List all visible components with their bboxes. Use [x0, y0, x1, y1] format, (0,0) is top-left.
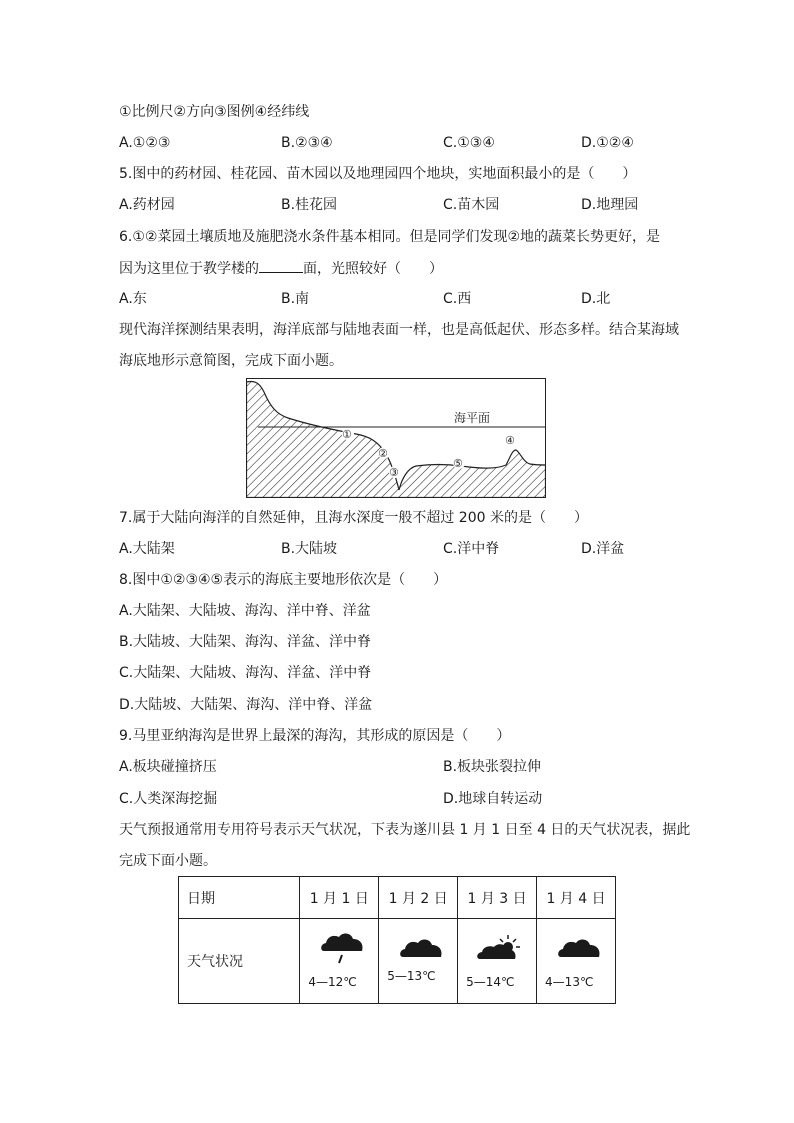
q9-stem: 9.马里亚纳海沟是世界上最深的海沟，其形成的原因是（ ） [119, 728, 511, 744]
q6-stem-after-blank: 面，光照较好（ ） [303, 261, 443, 277]
marker-1: ① [342, 428, 352, 441]
weather-table-condition-row [179, 919, 616, 1004]
ocean-intro-line2: 海底地形示意简图，完成下面小题。 [119, 353, 343, 369]
weather-cell-1 [300, 919, 379, 1004]
cloud-icon [397, 929, 445, 969]
q6-stem-before-blank: 因为这里位于教学楼的 [119, 261, 259, 277]
q5-option-c: C.苗木园 [443, 197, 500, 213]
ocean-intro-line1: 现代海洋探测结果表明，海洋底部与陆地表面一样，也是高低起伏、形态多样。结合某海域 [119, 322, 679, 338]
q7-option-c: C.洋中脊 [443, 541, 500, 557]
q6-option-a: A.东 [119, 291, 147, 307]
seafloor-profile-diagram [246, 378, 546, 498]
date-cell-2: 1 月 2 日 [379, 877, 458, 919]
q6-option-c: C.西 [443, 291, 472, 307]
weather-intro-line1: 天气预报通常用专用符号表示天气状况，下表为遂川县 1 月 1 日至 4 日的天气状况表，据此 [119, 822, 691, 838]
q5-option-d: D.地理园 [581, 197, 639, 213]
weather-cell-4 [537, 919, 616, 1004]
marker-3: ③ [389, 466, 399, 479]
q6-option-d: D.北 [581, 291, 611, 307]
q9-option-a: A.板块碰撞挤压 [119, 759, 217, 775]
weather-table [178, 876, 616, 1004]
q9-option-b: B.板块张裂拉伸 [443, 759, 542, 775]
q7-option-b: B.大陆坡 [281, 541, 338, 557]
sea-level-label: 海平面 [454, 411, 491, 425]
q8-option-c: C.大陆架、大陆坡、海沟、洋盆、洋中脊 [119, 665, 372, 681]
date-cell-4: 1 月 4 日 [537, 877, 616, 919]
q4-option-d: D.①②④ [581, 135, 634, 151]
date-header-cell: 日期 [179, 877, 300, 919]
weather-table-header-row [179, 877, 616, 919]
q6-option-b: B.南 [281, 291, 310, 307]
date-cell-3: 1 月 3 日 [458, 877, 537, 919]
temperature-3: 5—14℃ [466, 975, 515, 989]
sun-cloud-icon [476, 929, 524, 969]
temperature-1: 4—12℃ [308, 975, 357, 989]
q8-option-a: A.大陆架、大陆坡、海沟、洋中脊、洋盆 [119, 603, 371, 619]
q7-option-d: D.洋盆 [581, 541, 625, 557]
cloud-rain-icon [318, 929, 366, 969]
q7-option-a: A.大陆架 [119, 541, 175, 557]
q8-stem: 8.图中①②③④⑤表示的海底主要地形依次是（ ） [119, 572, 448, 588]
marker-4: ④ [505, 434, 515, 447]
weather-intro-line2: 完成下面小题。 [119, 853, 217, 869]
q5-stem: 5.图中的药材园、桂花园、苗木园以及地理园四个地块，实地面积最小的是（ ） [119, 166, 637, 182]
weather-condition-label: 天气状况 [179, 919, 300, 1004]
q6-stem-line2 [119, 260, 443, 278]
q5-option-b: B.桂花园 [281, 197, 338, 213]
temperature-4: 4—13℃ [545, 975, 594, 989]
cloud-icon [555, 929, 603, 969]
date-cell-1: 1 月 1 日 [300, 877, 379, 919]
q4-option-c: C.①③④ [443, 135, 495, 151]
marker-5: ⑤ [453, 457, 463, 470]
temperature-2: 5—13℃ [387, 969, 436, 983]
q9-option-c: C.人类深海挖掘 [119, 791, 218, 807]
q8-option-d: D.大陆坡、大陆架、海沟、洋中脊、洋盆 [119, 697, 373, 713]
q4-option-a: A.①②③ [119, 135, 171, 151]
marker-2: ② [378, 447, 388, 460]
q5-option-a: A.药材园 [119, 197, 175, 213]
q7-stem: 7.属于大陆向海洋的自然延伸，且海水深度一般不超过 200 米的是（ ） [119, 510, 588, 526]
weather-cell-2 [379, 919, 458, 1004]
q8-option-b: B.大陆坡、大陆架、海沟、洋盆、洋中脊 [119, 634, 372, 650]
q4-option-b: B.②③④ [281, 135, 333, 151]
q4-options-header: ①比例尺②方向③图例④经纬线 [119, 104, 310, 120]
answer-blank [259, 260, 303, 273]
weather-cell-3 [458, 919, 537, 1004]
q9-option-d: D.地球自转运动 [443, 791, 543, 807]
q6-stem-line1: 6.①②菜园土壤质地及施肥浇水条件基本相同。但是同学们发现②地的蔬菜长势更好，是 [119, 229, 661, 245]
